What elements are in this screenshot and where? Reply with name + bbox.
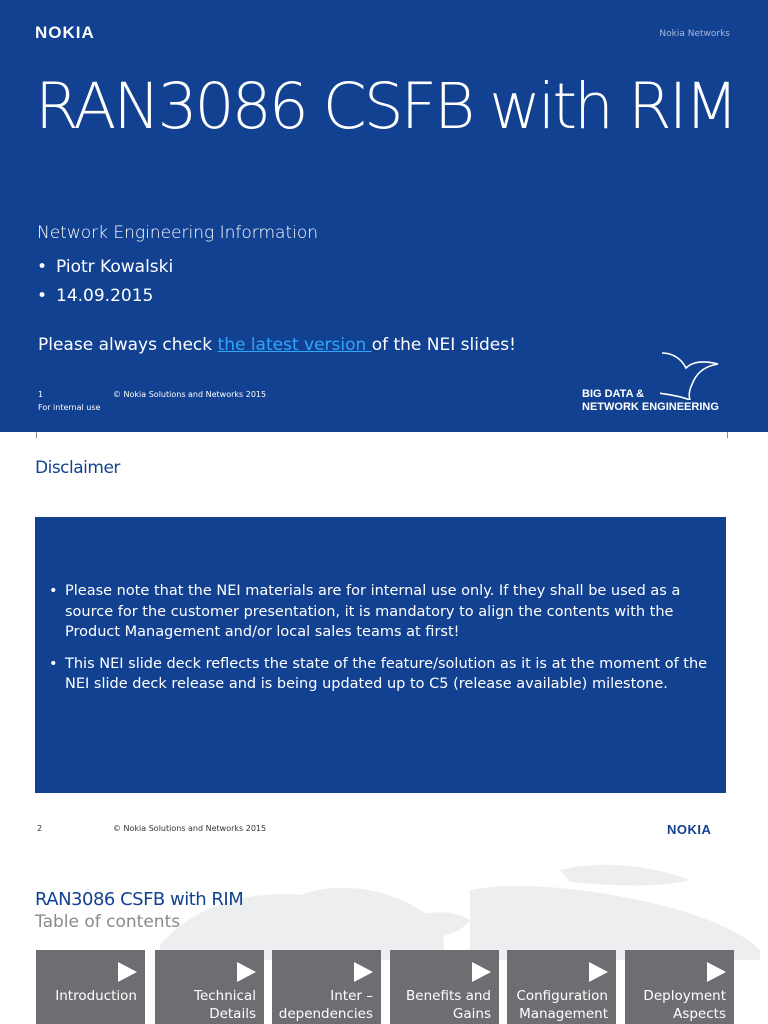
slide-title: RAN3086 CSFB with RIM — [35, 70, 736, 143]
author-date-list — [37, 252, 173, 310]
disclaimer-list — [49, 581, 717, 706]
copyright-text: © Nokia Solutions and Networks 2015 — [113, 390, 267, 399]
page-number: 1 — [38, 390, 44, 399]
check-latest-note — [38, 335, 516, 355]
disclaimer-heading: Disclaimer — [35, 458, 120, 478]
tile-label: Technical Details — [194, 988, 256, 1022]
disclaimer-box — [35, 517, 726, 793]
page-number: 2 — [37, 824, 43, 833]
disclaimer-text: This NEI slide deck reflects the state of the feature/solution as it is at the moment of the NEI slide deck release and is being updated up to C5 (release available) milestone. — [65, 655, 708, 692]
latest-version-link[interactable]: the latest version — [217, 335, 372, 355]
tile-label: Benefits and Gains — [406, 988, 491, 1022]
copyright-text: © Nokia Solutions and Networks 2015 — [113, 824, 267, 833]
author-name: Piotr Kowalski — [56, 256, 174, 277]
header-brand-text: Nokia Networks — [659, 29, 730, 39]
bullet-icon: • — [37, 285, 48, 306]
slide-date: 14.09.2015 — [56, 285, 154, 306]
play-icon — [354, 962, 373, 982]
list-item — [37, 281, 173, 310]
tile-label: Deployment Aspects — [643, 988, 726, 1022]
big-data-badge — [582, 388, 719, 414]
badge-line-1: BIG DATA & — [582, 388, 645, 400]
list-item — [37, 252, 173, 281]
play-icon — [237, 962, 256, 982]
play-icon — [118, 962, 137, 982]
slide-edge-mark — [36, 432, 37, 438]
toc-tile-introduction[interactable] — [36, 950, 145, 1024]
slide-subtitle: Network Engineering Information — [37, 223, 319, 243]
check-prefix: Please always check — [38, 335, 218, 355]
check-suffix: of the NEI slides! — [371, 335, 516, 355]
toc-title: RAN3086 CSFB with RIM — [35, 889, 244, 910]
internal-use-label: For internal use — [38, 403, 101, 412]
list-item — [49, 654, 717, 695]
tile-label: Inter – dependencies — [278, 988, 373, 1022]
bullet-icon: • — [37, 256, 48, 277]
play-icon — [589, 962, 608, 982]
play-icon — [472, 962, 491, 982]
slide-edge-mark — [727, 432, 728, 438]
nokia-logo: NOKIA — [35, 23, 95, 42]
toc-tile-benefits-gains[interactable] — [390, 950, 499, 1024]
nokia-logo: NOKIA — [667, 822, 712, 837]
disclaimer-slide — [0, 432, 768, 850]
bullet-icon: • — [49, 655, 58, 672]
toc-tile-interdependencies[interactable] — [272, 950, 381, 1024]
toc-tile-deployment-aspects[interactable] — [625, 950, 734, 1024]
toc-subtitle: Table of contents — [35, 912, 181, 932]
list-item — [49, 581, 717, 643]
toc-slide — [0, 850, 768, 1024]
tile-label: Configuration Management — [516, 988, 608, 1022]
toc-tile-technical-details[interactable] — [155, 950, 264, 1024]
toc-tile-configuration-management[interactable] — [507, 950, 616, 1024]
bullet-icon: • — [49, 583, 58, 599]
badge-line-2: NETWORK ENGINEERING — [582, 401, 719, 413]
tile-label: Introduction — [55, 988, 137, 1004]
disclaimer-text: Please note that the NEI materials are for internal use only. If they shall be used as a source for the customer presentation, it is mandatory to align the contents with the Product Management and/or local sales teams at first! — [65, 583, 681, 640]
title-slide — [0, 0, 768, 432]
play-icon — [707, 962, 726, 982]
